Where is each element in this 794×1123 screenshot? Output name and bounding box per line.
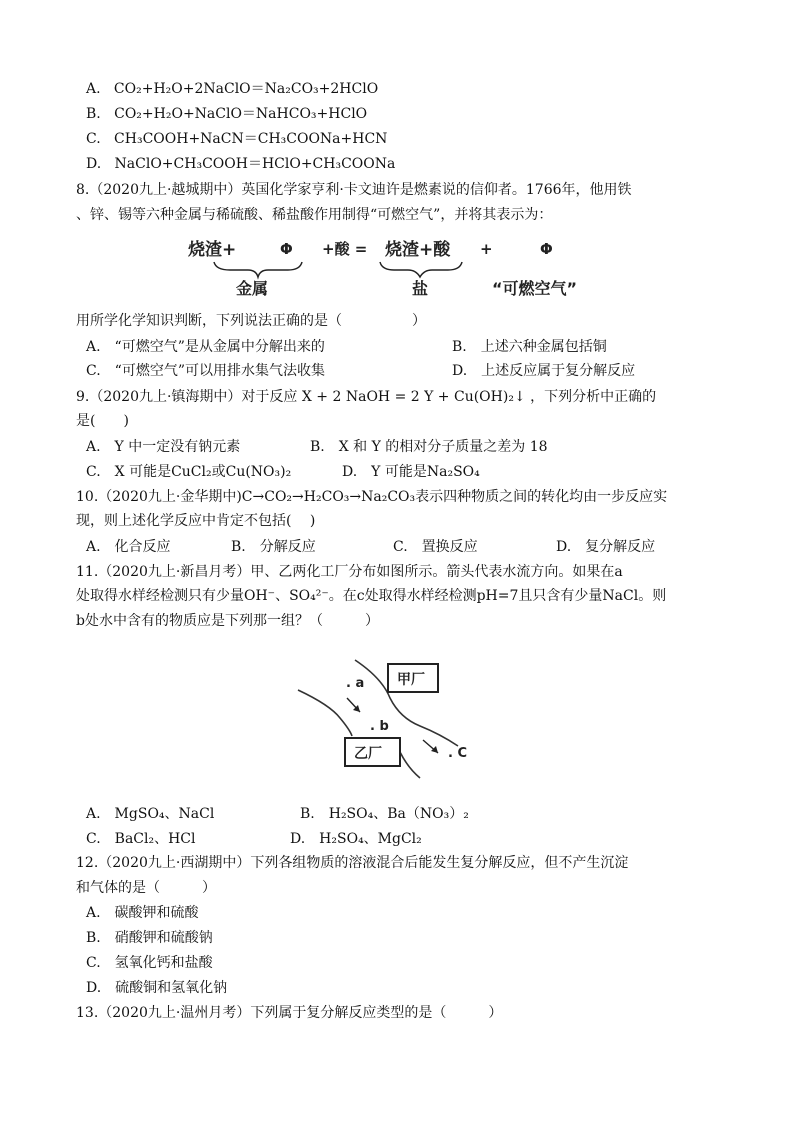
q8-label-salt: 盐 xyxy=(412,279,429,298)
flow-arrow-1 xyxy=(347,698,360,712)
q12-option-b: B. 硝酸钾和硫酸钠 xyxy=(86,930,213,946)
q11-river-diagram xyxy=(290,650,510,785)
point-a-label: . a xyxy=(346,676,365,691)
q7-option-d: D. NaClO+CH₃COOH＝HClO+CH₃COONa xyxy=(86,156,396,172)
q11-stem-line2: 处取得水样经检测只有少量OH⁻、SO₄²⁻。在c处取得水样经检测pH=7且只含有少量NaCl。则 xyxy=(76,588,667,604)
q8-brace-metal xyxy=(214,262,302,277)
point-b-label: . b xyxy=(370,719,389,734)
q12-option-a: A. 碳酸钾和硫酸 xyxy=(86,905,199,921)
q10-option-d: D. 复分解反应 xyxy=(556,539,656,555)
q8-diagram-phi2: Φ xyxy=(540,240,553,258)
q8-reaction-diagram xyxy=(180,232,600,302)
q8-diagram-slag: 烧渣+ xyxy=(188,240,237,260)
q10-stem-line1: 10.（2020九上·金华期中)C→CO₂→H₂CO₃→Na₂CO₃表示四种物质之间的转化均由一步反应实 xyxy=(76,489,668,505)
q13-stem-line1: 13.（2020九上·温州月考）下列属于复分解反应类型的是（ ） xyxy=(76,1005,503,1021)
factory-b-label: 乙厂 xyxy=(354,746,382,762)
q9-option-a: A. Y 中一定没有钠元素 xyxy=(86,439,241,455)
q12-stem-line1: 12.（2020九上·西湖期中）下列各组物质的溶液混合后能发生复分解反应，但不产生沉淀 xyxy=(76,855,629,871)
q7-option-c: C. CH₃COOH+NaCN＝CH₃COONa+HCN xyxy=(86,131,388,147)
q8-label-gas: “可燃空气” xyxy=(492,279,578,298)
q8-option-c: C. “可燃空气”可以用排水集气法收集 xyxy=(86,363,325,379)
q9-stem-line2: 是( ) xyxy=(76,413,129,429)
q12-stem-line2: 和气体的是（ ） xyxy=(76,880,216,896)
q11-option-b: B. H₂SO₄、Ba（NO₃）₂ xyxy=(300,806,469,822)
q11-option-d: D. H₂SO₄、MgCl₂ xyxy=(290,831,422,847)
q8-diagram-acid: +酸 = xyxy=(322,240,368,258)
q10-option-b: B. 分解反应 xyxy=(231,539,316,555)
q9-option-b: B. X 和 Y 的相对分子质量之差为 18 xyxy=(310,439,548,455)
factory-a-label: 甲厂 xyxy=(397,672,425,688)
q7-option-a: A. CO₂+H₂O+2NaClO＝Na₂CO₃+2HClO xyxy=(86,81,379,97)
q9-option-d: D. Y 可能是Na₂SO₄ xyxy=(342,464,480,480)
q11-stem-line1: 11.（2020九上·新昌月考）甲、乙两化工厂分布如图所示。箭头代表水流方向。如果在a xyxy=(76,564,623,580)
q8-stem-line1: 8.（2020九上·越城期中）英国化学家亨利·卡文迪许是燃素说的信仰者。1766年，他用铁 xyxy=(76,182,632,198)
q11-option-c: C. BaCl₂、HCl xyxy=(86,831,196,847)
q8-diagram-phi: Φ xyxy=(280,240,293,258)
q8-diagram-slag-acid: 烧渣+酸 xyxy=(385,240,451,260)
q7-option-b: B. CO₂+H₂O+NaClO＝NaHCO₃+HClO xyxy=(86,106,368,122)
q8-stem-line2: 、锌、锡等六种金属与稀硫酸、稀盐酸作用制得“可燃空气”，并将其表示为： xyxy=(76,207,553,223)
q9-stem-line1: 9.（2020九上·镇海期中）对于反应 X + 2 NaOH = 2 Y + Cu(OH)₂↓ ，下列分析中正确的 xyxy=(76,389,657,405)
q12-option-c: C. 氢氧化钙和盐酸 xyxy=(86,955,213,971)
q10-stem-line2: 现，则上述化学反应中肯定不包括( ) xyxy=(76,513,316,529)
q11-option-a: A. MgSO₄、NaCl xyxy=(86,806,215,822)
q8-option-d: D. 上述反应属于复分解反应 xyxy=(452,363,636,379)
q12-option-d: D. 硫酸铜和氢氧化钠 xyxy=(86,980,228,996)
flow-arrow-2 xyxy=(423,740,438,753)
q10-option-a: A. 化合反应 xyxy=(86,539,171,555)
point-c-label: . C xyxy=(448,746,468,761)
q8-label-metal: 金属 xyxy=(236,279,269,298)
q8-option-a: A. “可燃空气”是从金属中分解出来的 xyxy=(86,339,325,355)
q8-brace-salt xyxy=(380,262,462,277)
q8-diagram-plus: + xyxy=(480,240,493,258)
q11-stem-line3: b处水中含有的物质应是下列那一组？（ ） xyxy=(76,613,379,629)
q8-stem-line3: 用所学化学知识判断，下列说法正确的是（ ） xyxy=(76,313,426,329)
q9-option-c: C. X 可能是CuCl₂或Cu(NO₃)₂ xyxy=(86,464,292,480)
q8-option-b: B. 上述六种金属包括铜 xyxy=(452,339,607,355)
q10-option-c: C. 置换反应 xyxy=(393,539,478,555)
